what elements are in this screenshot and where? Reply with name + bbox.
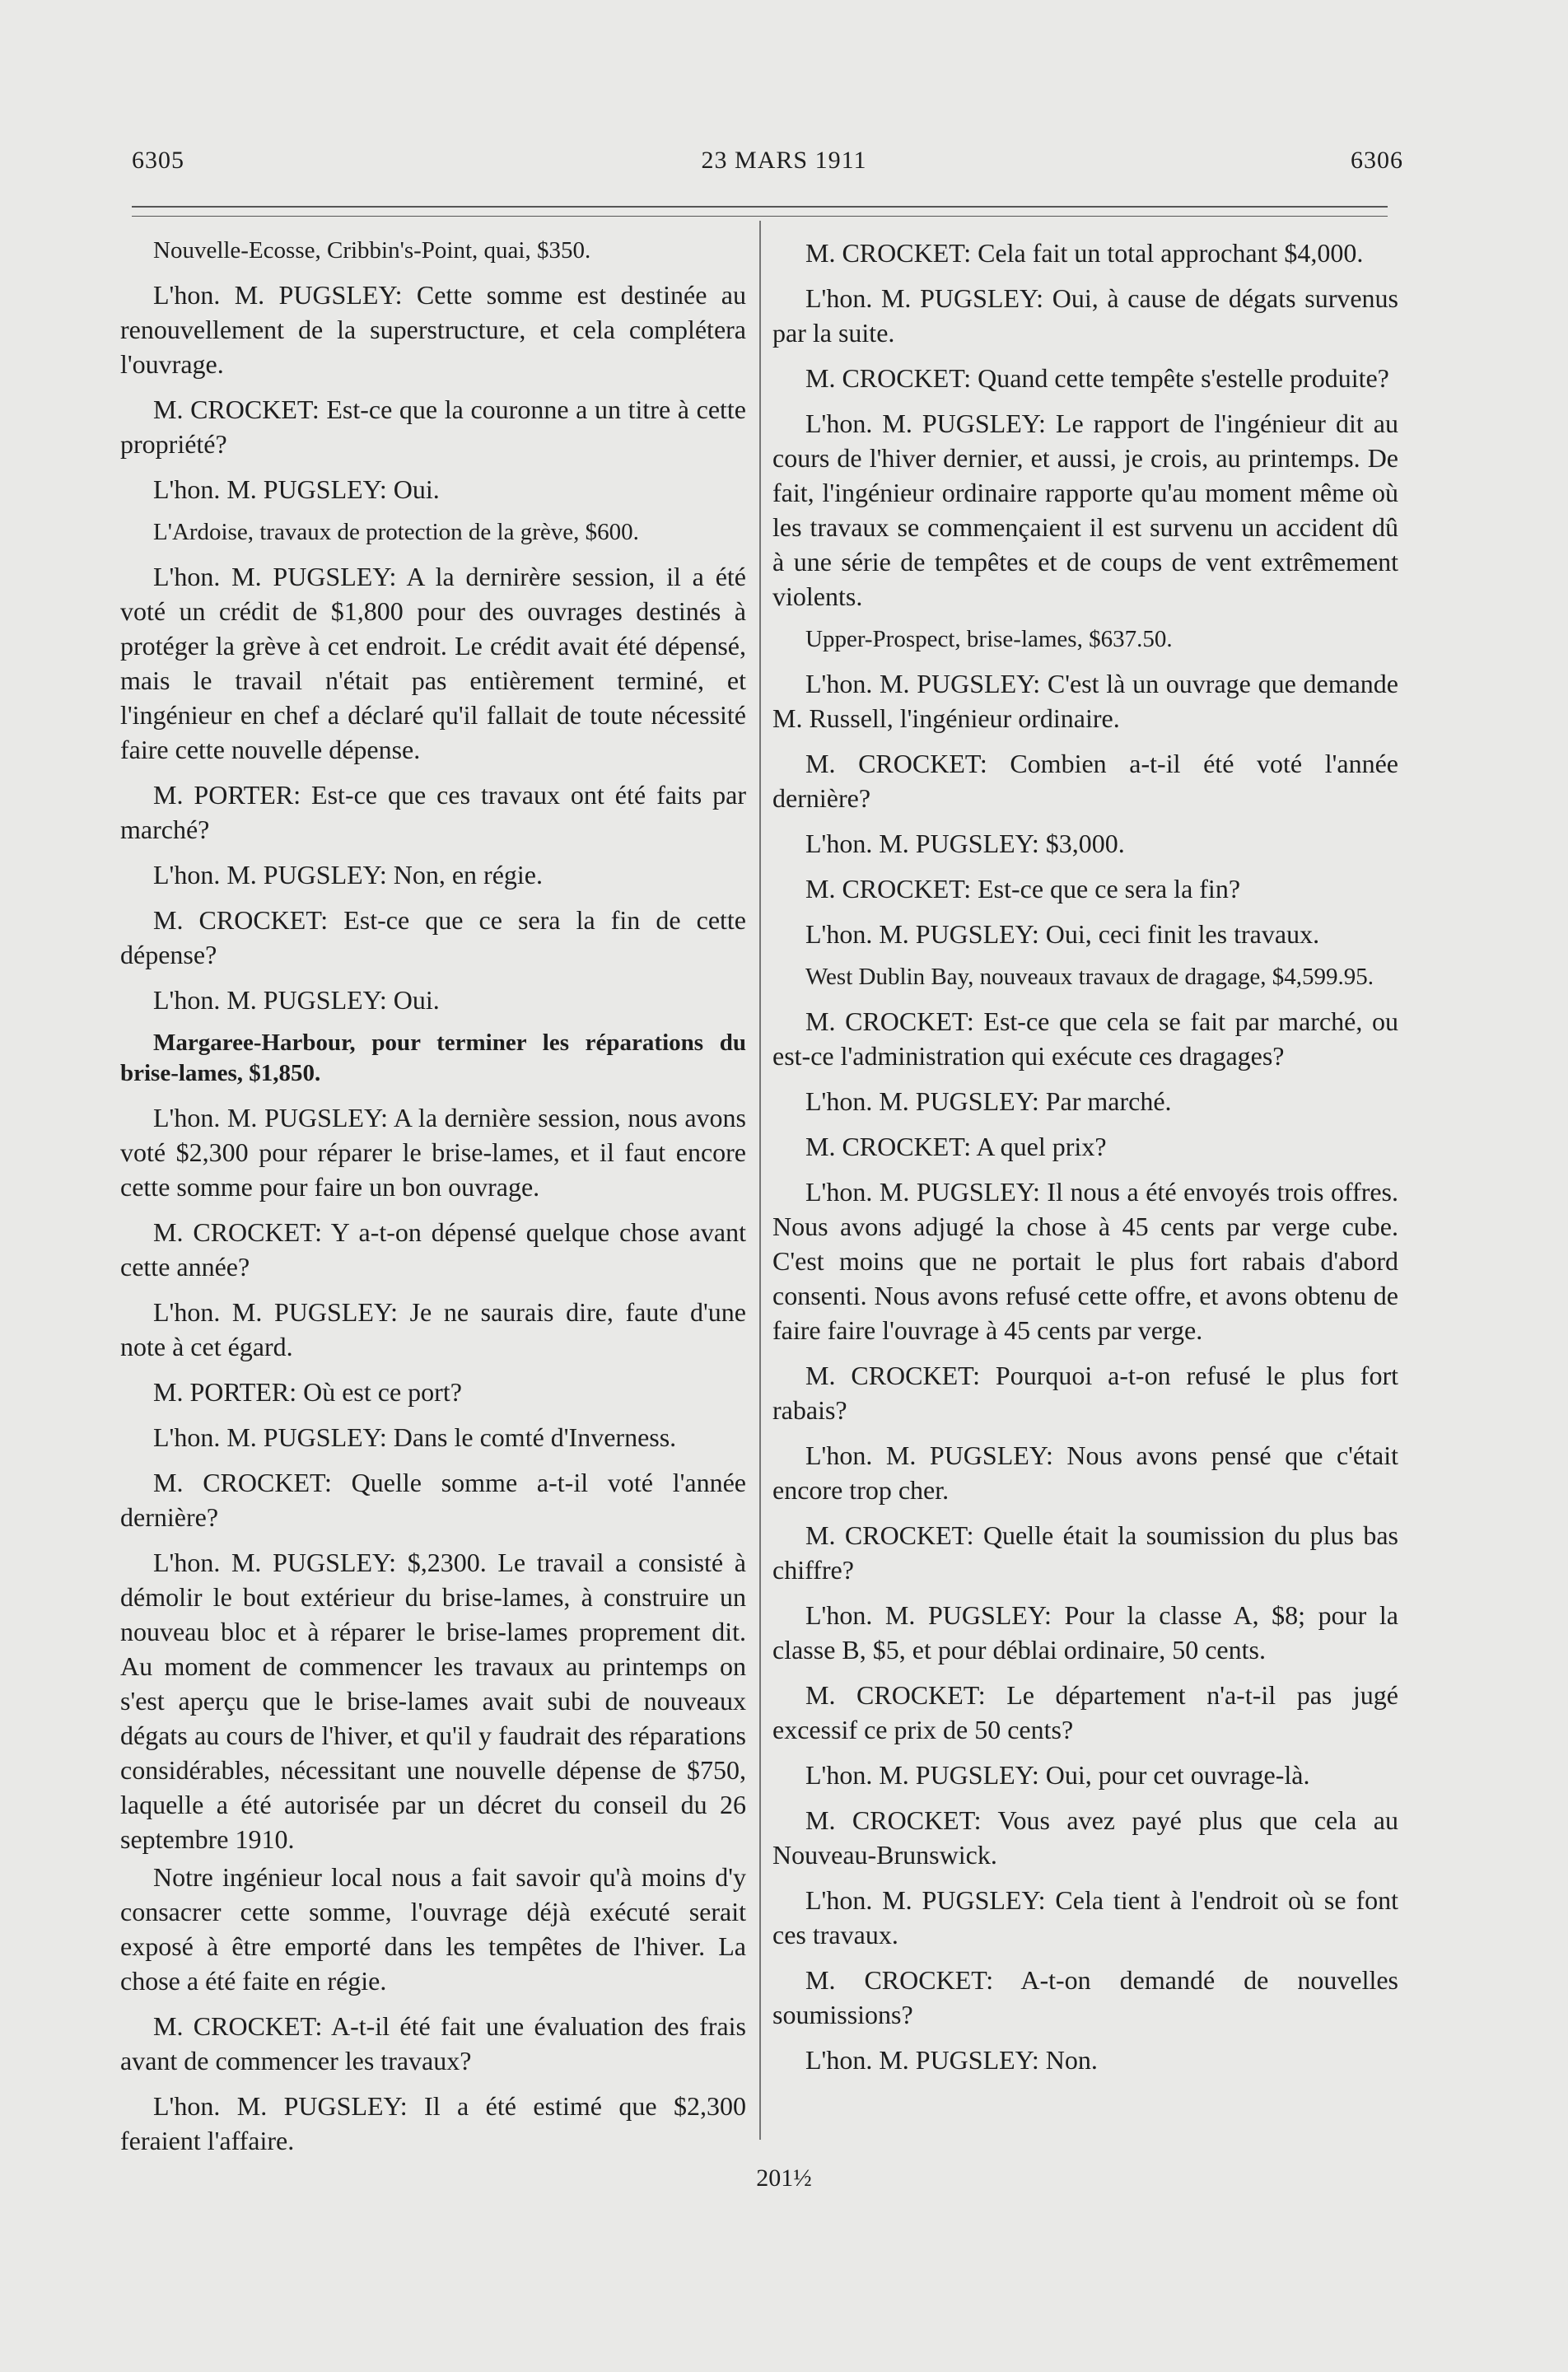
speech-paragraph: L'hon. M. PUGSLEY: Oui, pour cet ouvrage-là. (805, 1760, 1310, 1790)
speech-paragraph: L'hon. M. PUGSLEY: Oui. (153, 985, 440, 1015)
speech-paragraph: L'hon. M. PUGSLEY: Il nous a été envoyés trois offres. Nous avons adjugé la chose à 45 cents par verge cube. C'est moins que ne portait le plus fort rabais d'abord consenti. Nous avons refusé cette offre, et avons obtenu de faire faire l'ouvrage à 45 cents par verge. (772, 1177, 1398, 1345)
right-column (772, 236, 1398, 2088)
speech-paragraph: M. CROCKET: Est-ce que cela se fait par marché, ou est-ce l'administration qui exécute ces dragages? (772, 1006, 1398, 1071)
speech-paragraph: L'hon. M. PUGSLEY: Dans le comté d'Inverness. (153, 1422, 677, 1452)
speech-paragraph: M. CROCKET: Quelle somme a-t-il voté l'année dernière? (120, 1468, 746, 1532)
signature-mark: 201½ (756, 2164, 812, 2192)
budget-item: Upper-Prospect, brise-lames, $637.50. (805, 626, 1173, 652)
column-divider (759, 221, 761, 2140)
speech-paragraph: L'hon. M. PUGSLEY: Pour la classe A, $8; pour la classe B, $5, et pour déblai ordinaire, 50 cents. (772, 1600, 1398, 1665)
speech-paragraph: M. CROCKET: Combien a-t-il été voté l'année dernière? (772, 749, 1398, 813)
speech-paragraph: L'hon. M. PUGSLEY: Il a été estimé que $2,300 feraient l'affaire. (120, 2091, 746, 2155)
page-date: 23 MARS 1911 (701, 147, 867, 174)
speech-paragraph: M. CROCKET: A-t-on demandé de nouvelles soumissions? (772, 1965, 1398, 2029)
speech-paragraph: L'hon. M. PUGSLEY: Oui, à cause de dégats survenus par la suite. (772, 283, 1398, 348)
speech-paragraph: M. CROCKET: Pourquoi a-t-on refusé le plus fort rabais? (772, 1361, 1398, 1425)
header-rule (132, 206, 1388, 208)
left-page-number: 6305 (132, 147, 184, 174)
right-page-number: 6306 (1351, 147, 1403, 174)
speech-paragraph: L'hon. M. PUGSLEY: Oui. (153, 474, 440, 504)
speech-paragraph: L'hon. M. PUGSLEY: C'est là un ouvrage que demande M. Russell, l'ingénieur ordinaire. (772, 669, 1398, 733)
speech-paragraph: M. CROCKET: Est-ce que ce sera la fin? (805, 874, 1241, 904)
speech-paragraph: L'hon. M. PUGSLEY: A la dernirère session, il a été voté un crédit de $1,800 pour des ouvrages destinés à protéger la grève à cet endroit. Le crédit avait été dépensé, mais le travail n'était pas entièrement terminé, et l'ingénieur en chef a déclaré qu'il fallait de toute nécessité faire cette nouvelle dépense. (120, 562, 746, 764)
speech-paragraph: M. CROCKET: Y a-t-on dépensé quelque chose avant cette année? (120, 1217, 746, 1282)
speech-paragraph: M. CROCKET: Est-ce que ce sera la fin de cette dépense? (120, 905, 746, 969)
speech-paragraph: L'hon. M. PUGSLEY: Le rapport de l'ingénieur dit au cours de l'hiver dernier, et aussi, je crois, au printemps. De fait, l'ingénieur ordinaire rapporte qu'au moment même où les travaux se commençaient il est survenu un accident dû à une série de tempêtes et de coups de vent extrêmement violents. (772, 409, 1398, 611)
speech-paragraph: M. CROCKET: Quand cette tempête s'estelle produite? (805, 363, 1389, 393)
speech-paragraph: M. PORTER: Est-ce que ces travaux ont été faits par marché? (120, 780, 746, 844)
speech-paragraph: M. CROCKET: Vous avez payé plus que cela au Nouveau-Brunswick. (772, 1805, 1398, 1870)
speech-paragraph: M. CROCKET: Quelle était la soumission du plus bas chiffre? (772, 1520, 1398, 1585)
header-rule-thin (132, 216, 1388, 217)
speech-paragraph: L'hon. M. PUGSLEY: Non, en régie. (153, 860, 543, 890)
speech-paragraph: L'hon. M. PUGSLEY: Cela tient à l'endroit où se font ces travaux. (772, 1885, 1398, 1949)
left-column (120, 236, 746, 2169)
speech-paragraph: L'hon. M. PUGSLEY: Oui, ceci finit les travaux. (805, 919, 1320, 949)
speech-paragraph: L'hon. M. PUGSLEY: A la dernière session, nous avons voté $2,300 pour réparer le brise-lames, et il faut encore cette somme pour faire un bon ouvrage. (120, 1103, 746, 1202)
budget-item: Nouvelle-Ecosse, Cribbin's-Point, quai, $350. (153, 237, 591, 264)
speech-paragraph: M. CROCKET: Cela fait un total approchant $4,000. (805, 238, 1364, 268)
speech-paragraph: L'hon. M. PUGSLEY: $,2300. Le travail a consisté à démolir le bout extérieur du brise-lames, à construire un nouveau bloc et à réparer le brise-lames proprement dit. Au moment de commencer les travaux au printemps on s'est aperçu que le brise-lames avait subi de nouveaux dégats au cours de l'hiver, et qu'il y faudrait des réparations considérables, nécessitant une nouvelle dépense de $750, laquelle a été autorisée par un décret du conseil du 26 septembre 1910. (120, 1548, 746, 1854)
speech-paragraph: L'hon. M. PUGSLEY: Je ne saurais dire, faute d'une note à cet égard. (120, 1297, 746, 1361)
speech-paragraph: L'hon. M. PUGSLEY: $3,000. (805, 829, 1125, 858)
speech-paragraph: M. CROCKET: Est-ce que la couronne a un titre à cette propriété? (120, 395, 746, 459)
speech-paragraph: L'hon. M. PUGSLEY: Nous avons pensé que c'était encore trop cher. (772, 1440, 1398, 1505)
speech-paragraph: M. PORTER: Où est ce port? (153, 1377, 462, 1407)
speech-paragraph: L'hon. M. PUGSLEY: Par marché. (805, 1086, 1172, 1116)
speech-continuation: Notre ingénieur local nous a fait savoir qu'à moins d'y consacrer cette somme, l'ouvrage déjà exécuté serait exposé à être emporté dans les tempêtes de l'hiver. La chose a été faite en régie. (120, 1862, 746, 1996)
budget-item: Margaree-Harbour, pour terminer les réparations du brise-lames, $1,850. (120, 1030, 746, 1086)
budget-item: West Dublin Bay, nouveaux travaux de dragage, $4,599.95. (805, 964, 1374, 990)
speech-paragraph: M. CROCKET: A quel prix? (805, 1132, 1107, 1161)
speech-paragraph: L'hon. M. PUGSLEY: Non. (805, 2045, 1098, 2075)
speech-paragraph: L'hon. M. PUGSLEY: Cette somme est destinée au renouvellement de la superstructure, et cela complétera l'ouvrage. (120, 280, 746, 379)
speech-paragraph: M. CROCKET: A-t-il été fait une évaluation des frais avant de commencer les travaux? (120, 2011, 746, 2076)
speech-paragraph: M. CROCKET: Le département n'a-t-il pas jugé excessif ce prix de 50 cents? (772, 1680, 1398, 1744)
budget-item: L'Ardoise, travaux de protection de la grève, $600. (153, 519, 639, 545)
